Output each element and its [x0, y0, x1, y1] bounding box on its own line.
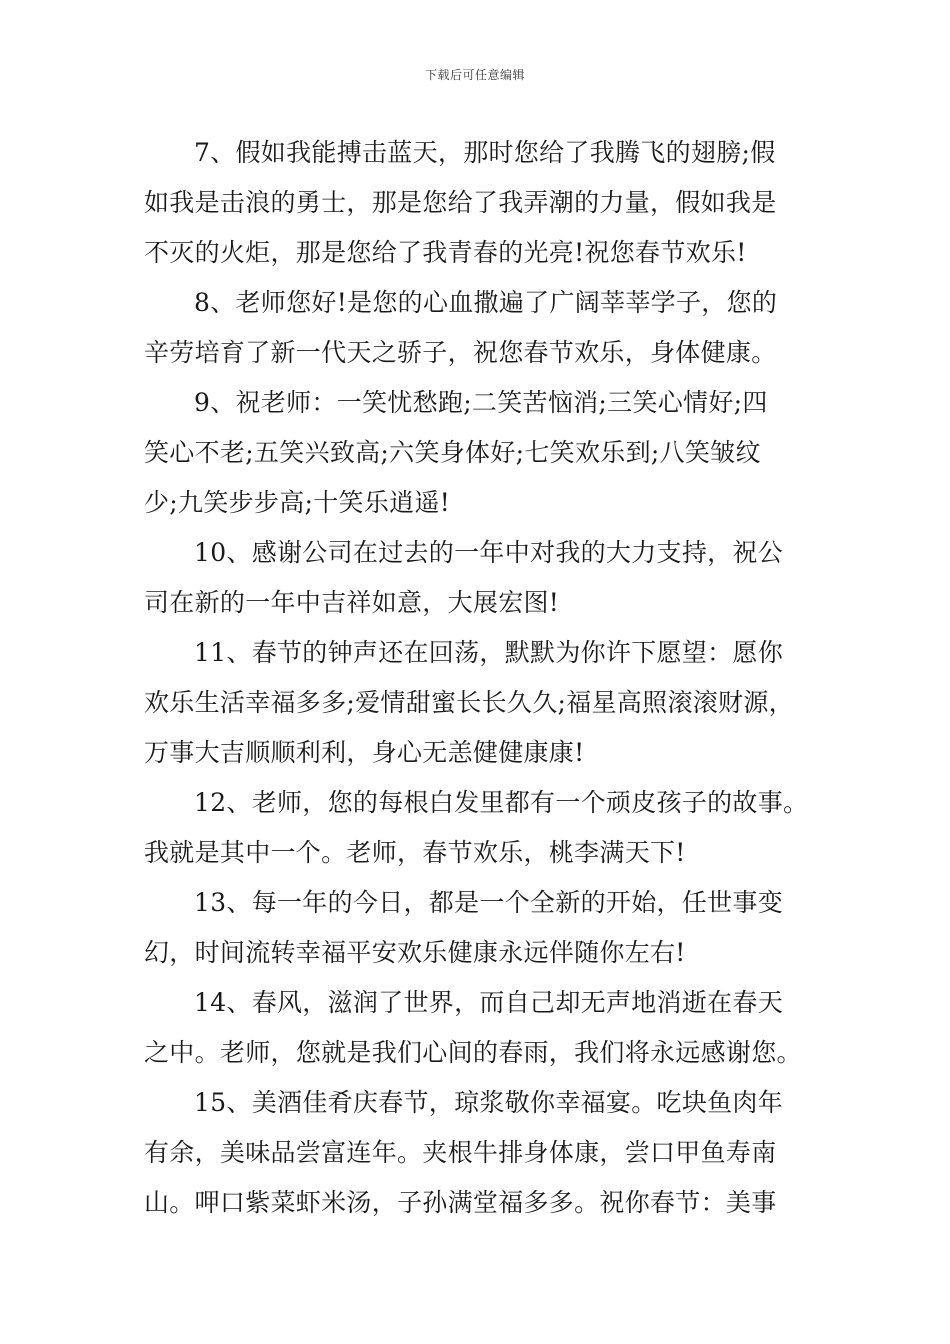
- text-line: 15、美酒佳肴庆春节，琼浆敬你幸福宴。吃块鱼肉年: [194, 1088, 784, 1117]
- text-line: 14、春风，滋润了世界，而自己却无声地消逝在春天: [194, 988, 784, 1017]
- text-line: 少;九笑步步高;十笑乐逍遥!: [144, 488, 451, 517]
- text-line: 幻，时间流转幸福平安欢乐健康永远伴随你左右!: [144, 938, 686, 967]
- text-line: 山。呷口紫菜虾米汤，子孙满堂福多多。祝你春节：美事: [144, 1188, 777, 1217]
- paragraph-13: [144, 878, 834, 978]
- paragraph-8: [144, 278, 834, 378]
- text-line: 9、祝老师：一笑忧愁跑;二笑苦恼消;三笑心情好;四: [194, 388, 768, 417]
- paragraph-11: [144, 628, 834, 778]
- text-line: 之中。老师，您就是我们心间的春雨，我们将永远感谢您。: [144, 1038, 802, 1067]
- text-line: 笑心不老;五笑兴致高;六笑身体好;七笑欢乐到;八笑皱纹: [144, 438, 761, 467]
- text-line: 10、感谢公司在过去的一年中对我的大力支持，祝公: [194, 538, 784, 567]
- page-header-note: 下载后可任意编辑: [424, 68, 525, 82]
- text-line: 13、每一年的今日，都是一个全新的开始，任世事变: [194, 888, 784, 917]
- paragraph-10: [144, 528, 834, 628]
- text-line: 我就是其中一个。老师，春节欢乐，桃李满天下!: [144, 838, 686, 867]
- text-line: 有余，美味品尝富连年。夹根牛排身体康，尝口甲鱼寿南: [144, 1138, 777, 1167]
- text-line: 万事大吉顺顺利利，身心无恙健健康康!: [144, 738, 585, 767]
- text-line: 司在新的一年中吉祥如意，大展宏图!: [144, 588, 560, 617]
- document-body: [144, 128, 834, 1228]
- paragraph-7: [144, 128, 834, 278]
- text-line: 12、老师，您的每根白发里都有一个顽皮孩子的故事。: [194, 788, 809, 817]
- paragraph-14: [144, 978, 834, 1078]
- text-line: 8、老师您好!是您的心血撒遍了广阔莘莘学子，您的: [194, 288, 778, 317]
- text-line: 如我是击浪的勇士，那是您给了我弄潮的力量，假如我是: [144, 188, 777, 217]
- paragraph-15: [144, 1078, 834, 1228]
- text-line: 不灭的火炬，那是您给了我青春的光亮!祝您春节欢乐!: [144, 238, 747, 267]
- text-line: 11、春节的钟声还在回荡，默默为你许下愿望：愿你: [194, 638, 784, 667]
- text-line: 7、假如我能搏击蓝天，那时您给了我腾飞的翅膀;假: [194, 138, 776, 167]
- text-line: 辛劳培育了新一代天之骄子，祝您春节欢乐，身体健康。: [144, 338, 777, 367]
- paragraph-9: [144, 378, 834, 528]
- paragraph-12: [144, 778, 834, 878]
- text-line: 欢乐生活幸福多多;爱情甜蜜长长久久;福星高照滚滚财源，: [144, 688, 794, 717]
